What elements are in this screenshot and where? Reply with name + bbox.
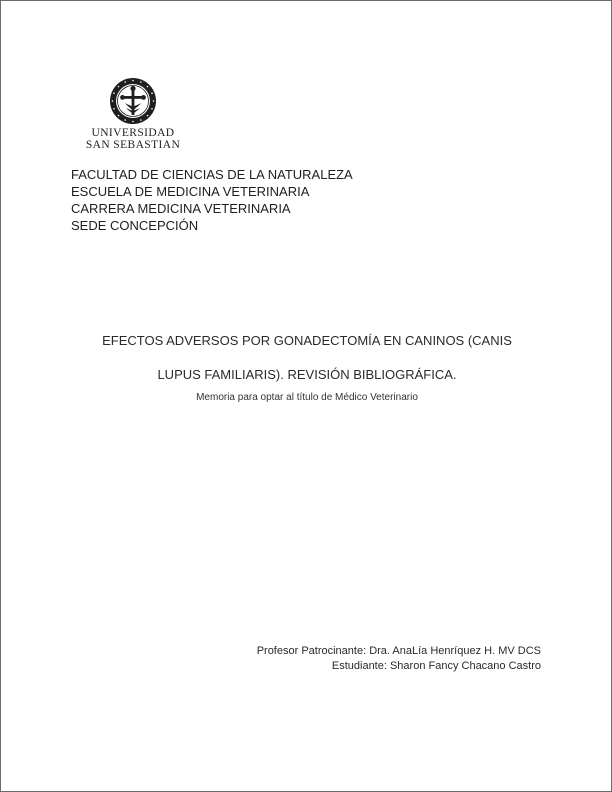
institution-header	[71, 166, 353, 234]
title-line-2: LUPUS FAMILIARIS). REVISIÓN BIBLIOGRÁFICA.	[157, 367, 457, 382]
university-seal-icon	[109, 77, 157, 125]
school-name: ESCUELA DE MEDICINA VETERINARIA	[71, 184, 310, 199]
campus-name: SEDE CONCEPCIÓN	[71, 218, 199, 233]
student-name: Estudiante: Sharon Fancy Chacano Castro	[331, 660, 541, 672]
title-line-1: EFECTOS ADVERSOS POR GONADECTOMÍA EN CANINOS (CANIS	[102, 333, 512, 348]
credits-block	[257, 644, 541, 674]
university-name-line1: UNIVERSIDAD	[91, 127, 175, 139]
program-name: CARRERA MEDICINA VETERINARIA	[71, 201, 291, 216]
sponsor-professor: Profesor Patrocinante: Dra. AnaLía Henríquez H. MV DCS	[256, 645, 541, 657]
university-logo	[85, 77, 181, 151]
document-title	[61, 324, 553, 392]
faculty-name: FACULTAD DE CIENCIAS DE LA NATURALEZA	[71, 167, 353, 182]
university-name-line2: SAN SEBASTIAN	[85, 139, 181, 151]
document-subtitle: Memoria para optar al título de Médico Veterinario	[196, 392, 418, 403]
